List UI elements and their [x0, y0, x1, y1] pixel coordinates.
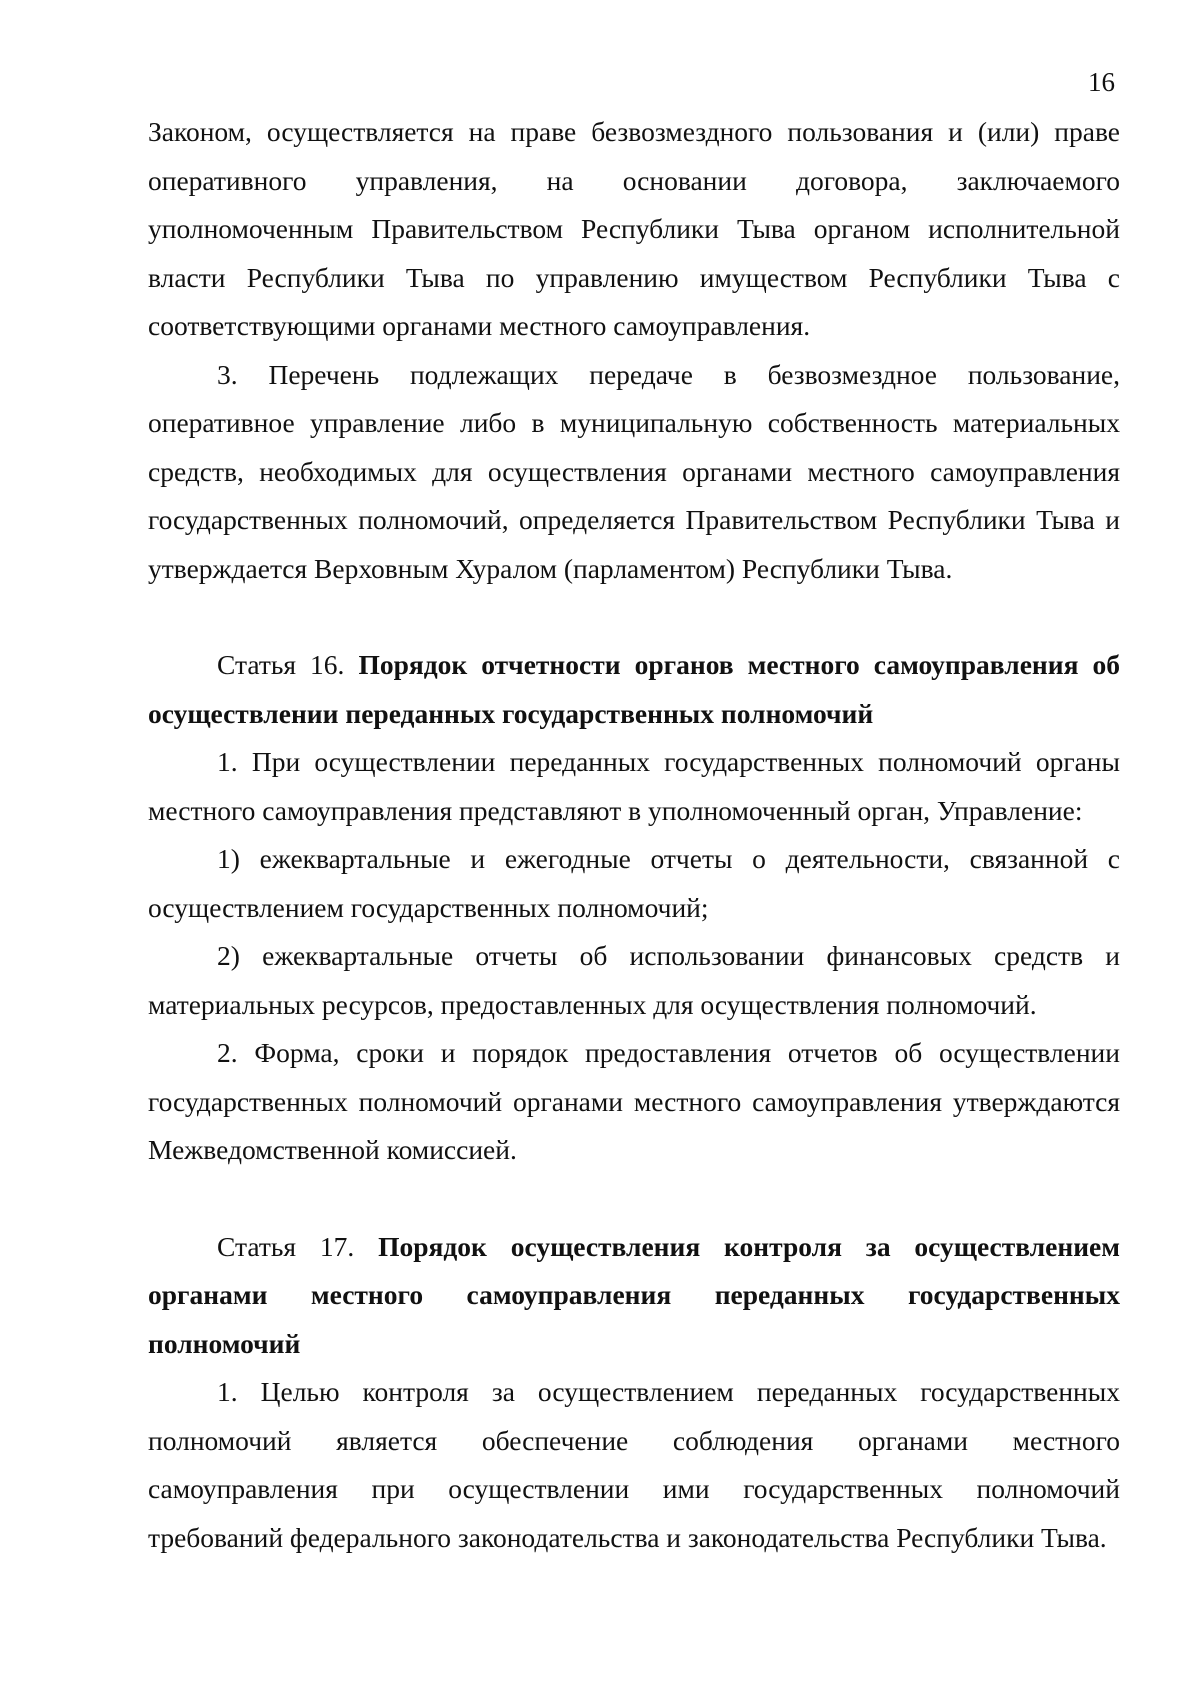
- article-17-title: Порядок осуществления контроля за осуществлением органами местного самоуправления переданных государственных полномочий: [148, 1230, 1120, 1359]
- page-number: 16: [1088, 67, 1115, 97]
- article-16-paragraph-1-1: 1) ежеквартальные и ежегодные отчеты о деятельности, связанной с осуществлением государственных полномочий;: [148, 843, 1120, 923]
- section-gap: [148, 593, 1120, 641]
- article-16-paragraph-1-2: 2) ежеквартальные отчеты об использовании финансовых средств и материальных ресурсов, предоставленных для осуществления полномочий.: [148, 940, 1120, 1020]
- paragraph-item-3: 3. Перечень подлежащих передаче в безвозмездное пользование, оперативное управление либо в муниципальную собственность материальных средств, необходимых для осуществления органами местного самоуправления государственных полномочий, определяется Правительством Республики Тыва и утверждается Верховным Хуралом (парламентом) Республики Тыва.: [148, 358, 1120, 584]
- article-16-paragraph-1: 1. При осуществлении переданных государственных полномочий органы местного самоуправления представляют в уполномоченный орган, Управление:: [148, 746, 1120, 826]
- article-16-heading: [148, 641, 1120, 738]
- article-17-label: Статья 17.: [217, 1230, 355, 1262]
- article-16-label: Статья 16.: [217, 649, 345, 680]
- article-17-heading: [148, 1223, 1120, 1369]
- section-gap: [148, 1175, 1120, 1223]
- paragraph-continuation: Законом, осуществляется на праве безвозмездного пользования и (или) праве оперативного управления, на основании договора, заключаемого уполномоченным Правительством Республики Тыва органом исполнительной власти Республики Тыва по управлению имуществом Республики Тыва с соответствующими органами местного самоуправления.: [148, 116, 1120, 341]
- document-body: [148, 108, 1120, 1562]
- article-16-title: Порядок отчетности органов местного самоуправления об осуществлении переданных государственных полномочий: [148, 649, 1120, 729]
- article-17-paragraph-1: 1. Целью контроля за осуществлением переданных государственных полномочий является обеспечение соблюдения органами местного самоуправления при осуществлении ими государственных полномочий требований федерального законодательства и законодательства Республики Тыва.: [148, 1376, 1120, 1553]
- article-16-paragraph-2: 2. Форма, сроки и порядок предоставления отчетов об осуществлении государственных полномочий органами местного самоуправления утверждаются Межведомственной комиссией.: [148, 1037, 1120, 1165]
